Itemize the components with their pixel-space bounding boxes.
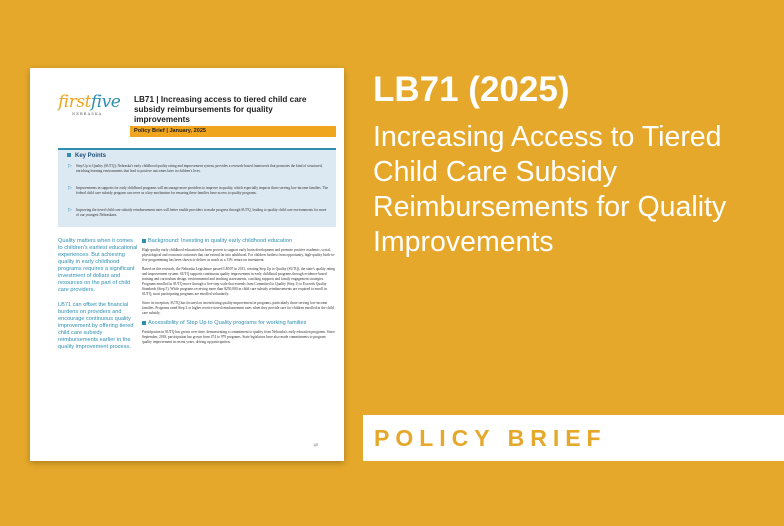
document-sidebar [58,238,138,359]
key-point-item: ▷ Improving the tiered child care subsidy reimbursement rates will better enable providers to make progress through SUTQ, leading to quality child care environments for more of our youngest Nebraskans. [68,208,327,217]
square-bullet-icon [142,239,146,243]
body-paragraph: Based on this research, the Nebraska Legislature passed LB507 in 2013, creating Step Up to Quality (SUTQ), the state's quality rating and improvement system. SUTQ supports continuous quality improvement in early childhood programs through evidence-based training and curriculum design, environmental and teaching assessments, coaching supports and family engagement strategies. Programs enrolled in SUTQ move through a five-step scale that extends from Committed to Quality (Step 1) to Exceeds Quality Standards (Step 5). While programs receiving more than $250,000 in child care subsidy reimbursements are required to enroll in SUTQ, most participating programs are enrolled voluntarily. [142,267,335,296]
document-title: LB71 | Increasing access to tiered child care subsidy reimbursements for quality improvements [134,95,307,124]
sidebar-paragraph: Quality matters when it comes to children's earliest educational experiences. But achieving quality in early childhood programs requires a significant investment of dollars and resources on the part of child care providers. [58,238,138,293]
body-paragraph: Since its inception, SUTQ has focused on incentivizing quality improvement in programs, particularly those serving low-income families. Programs rated Step 3 or higher receive tiered reimbursement rates when they provide care for children enrolled in the child care subsidy. [142,301,334,315]
body-paragraph: Participation in SUTQ has grown over time, demonstrating a commitment to quality from Nebraska's early education programs. Since September, 2018, participation has grown from 474 to 979 programs. State legislators have also made commitments to program quality improvement in recent years, driving up participation. [142,330,335,344]
policy-brief-label: POLICY BRIEF [374,425,607,451]
logo-word-five: five [90,92,121,112]
policy-brief-badge [363,415,784,461]
document-main-column [142,238,336,349]
logo-tagline: NEBRASKA [72,112,103,116]
first-five-nebraska-logo [58,94,128,116]
section-heading: Accessibility of Step Up to Quality programs for working families [142,320,336,327]
key-point-item: ▷ Step Up to Quality (SUTQ), Nebraska's early childhood quality rating and improvement system, provides a research-based framework that promotes the kind of structured, enriching learning environments that lead to positive outcomes later in children's lives. [68,164,323,173]
key-points-heading: Key Points [58,150,336,159]
page-subtitle: Increasing Access to Tiered Child Care Subsidy Reimbursements for Quality Improvements [373,121,727,258]
triangle-bullet-icon: ▷ [68,186,72,191]
sidebar-paragraph: LB71 can offset the financial burdens on providers and encourage continuous quality improvement by offering tiered child care subsidy reimbursements earlier in the quality improvement process. [58,302,134,350]
page-number: 1|5 [313,443,318,447]
triangle-bullet-icon: ▷ [68,164,72,169]
key-points-box [58,148,336,227]
square-bullet-icon [142,321,146,325]
policy-brief-document-preview [30,68,344,461]
body-paragraph: High-quality early childhood education has been proven to support early brain development and promote positive academic, social, physiological and economic outcomes that can extend far into adulthood. For children furthest from opportunity, high-quality birth-to-five programming has been shown to deliver as much as a 13% return on investment. [142,248,336,262]
page-title: LB71 (2025) [373,70,570,109]
document-subheader: Policy Brief | January, 2025 [130,126,336,137]
key-point-item: ▷ Improvements in supports for early childhood programs will encourage more providers to improve in quality, which especially impacts those serving low-income families. The federal child care subsidy program can serve as a key mechanism for ensuring these families have access to quality programs. [68,186,328,195]
triangle-bullet-icon: ▷ [68,208,72,213]
logo-word-first: first [58,92,91,112]
section-heading: Background: Investing in quality early childhood education [142,238,336,245]
square-bullet-icon [67,153,71,157]
